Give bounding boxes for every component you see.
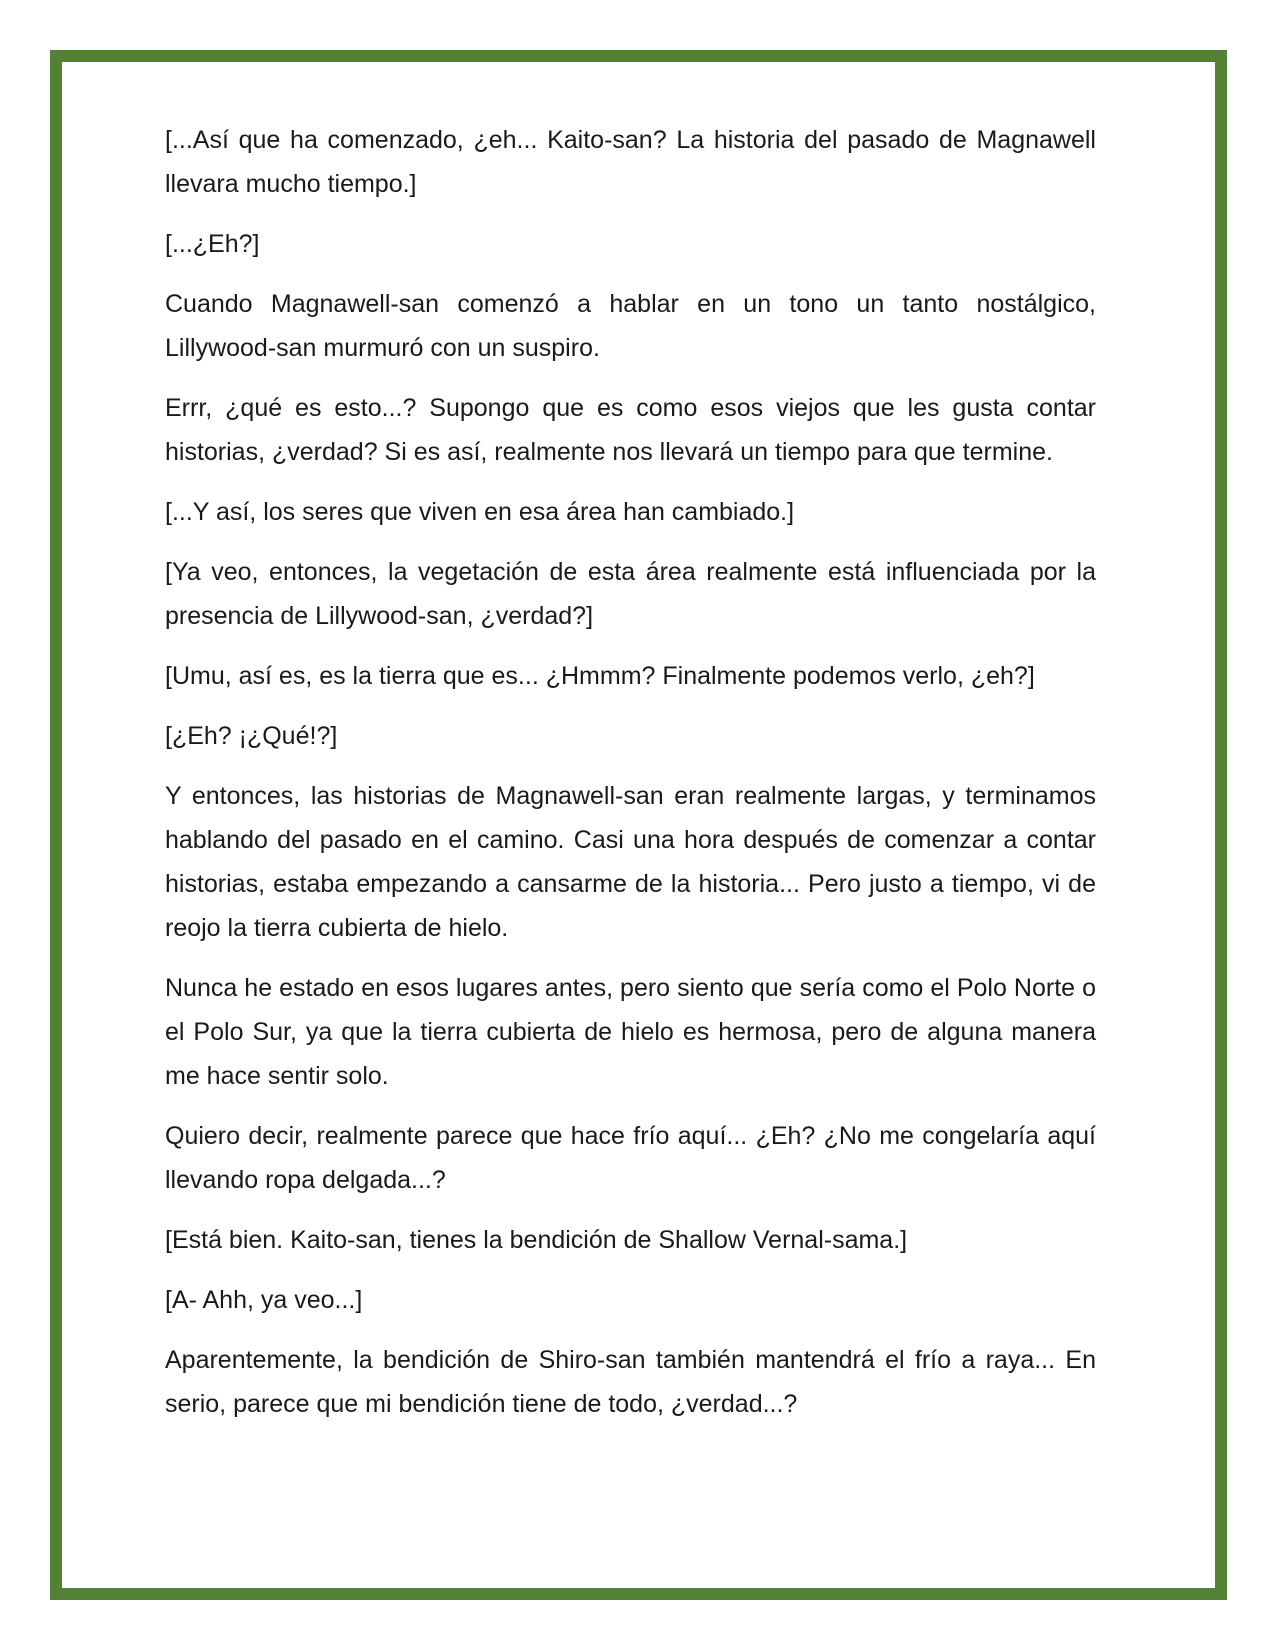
document-body (165, 118, 1096, 1442)
paragraph-7: [Umu, así es, es la tierra que es... ¿Hmmm? Finalmente podemos verlo, ¿eh?] (165, 662, 1035, 690)
paragraph-12: [Está bien. Kaito-san, tienes la bendición de Shallow Vernal-sama.] (165, 1226, 908, 1254)
paragraph-13: [A- Ahh, ya veo...] (165, 1286, 363, 1314)
paragraph-11: Quiero decir, realmente parece que hace frío aquí... ¿Eh? ¿No me congelaría aquí llevando ropa delgada...? (165, 1122, 1096, 1194)
paragraph-14: Aparentemente, la bendición de Shiro-san también mantendrá el frío a raya... En serio, parece que mi bendición tiene de todo, ¿verdad...? (165, 1346, 1096, 1418)
paragraph-4: Errr, ¿qué es esto...? Supongo que es como esos viejos que les gusta contar historias, ¿verdad? Si es así, realmente nos llevará un tiempo para que termine. (165, 394, 1096, 466)
paragraph-10: Nunca he estado en esos lugares antes, pero siento que sería como el Polo Norte o el Polo Sur, ya que la tierra cubierta de hielo es hermosa, pero de alguna manera me hace sentir solo. (165, 974, 1096, 1090)
paragraph-9: Y entonces, las historias de Magnawell-san eran realmente largas, y terminamos hablando del pasado en el camino. Casi una hora después de comenzar a contar historias, estaba empezando a cansarme de la historia... Pero justo a tiempo, vi de reojo la tierra cubierta de hielo. (165, 782, 1096, 942)
paragraph-5: [...Y así, los seres que viven en esa área han cambiado.] (165, 498, 795, 526)
paragraph-3: Cuando Magnawell-san comenzó a hablar en un tono un tanto nostálgico, Lillywood-san murmuró con un suspiro. (165, 290, 1096, 362)
paragraph-8: [¿Eh? ¡¿Qué!?] (165, 722, 338, 750)
paragraph-1: [...Así que ha comenzado, ¿eh... Kaito-san? La historia del pasado de Magnawell llevara mucho tiempo.] (165, 126, 1096, 198)
paragraph-6: [Ya veo, entonces, la vegetación de esta área realmente está influenciada por la presencia de Lillywood-san, ¿verdad?] (165, 558, 1096, 630)
paragraph-2: [...¿Eh?] (165, 230, 260, 258)
